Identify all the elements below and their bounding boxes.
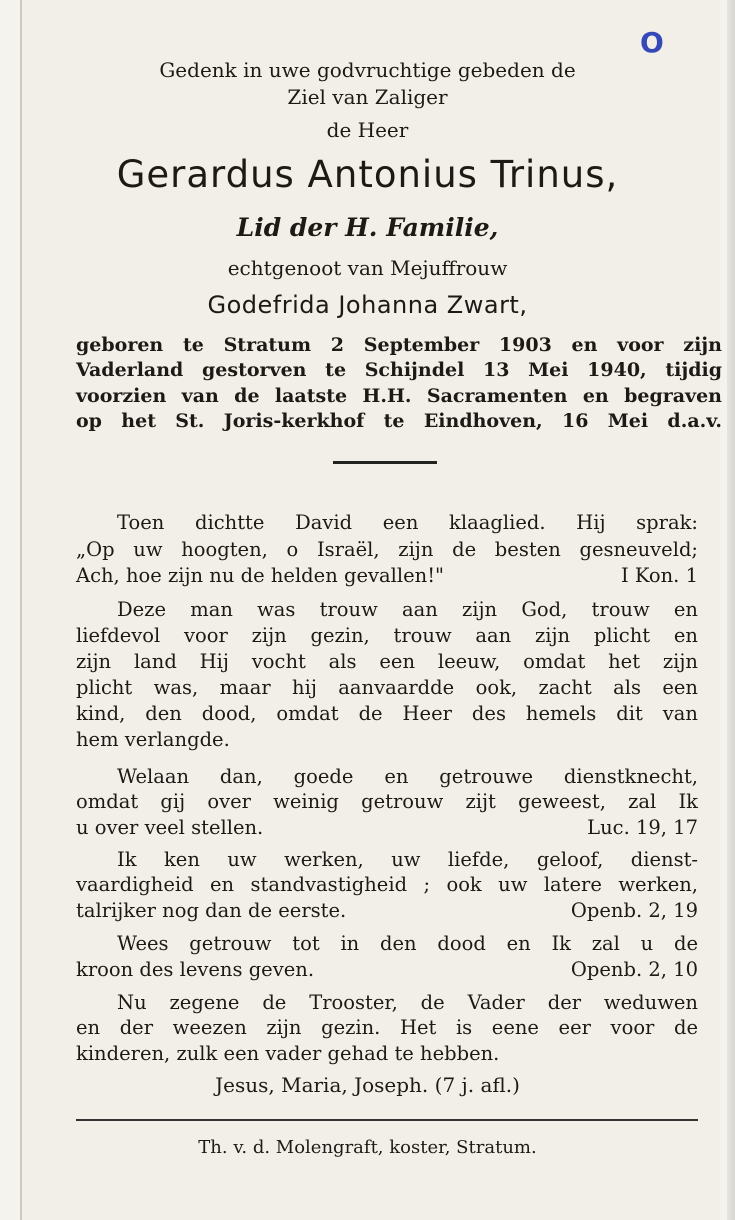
para-line-1: Deze man was trouw aan zijn God, trouw en bbox=[117, 598, 698, 621]
quote4-line-1: Wees getrouw tot in den dood en Ik zal u de bbox=[117, 932, 698, 955]
closing-line-3: kinderen, zulk een vader gehad te hebben. bbox=[76, 1042, 500, 1065]
closing-line-1: Nu zegene de Trooster, de Vader der weduwen bbox=[117, 991, 698, 1014]
para-line-3: zijn land Hij vocht als een leeuw, omdat het zijn bbox=[76, 650, 698, 673]
bio-line-1: geboren te Stratum 2 September 1903 en voor zijn bbox=[76, 334, 722, 356]
intro-line-1: Gedenk in uwe godvruchtige gebeden de bbox=[159, 58, 576, 82]
quote2-text: u over veel stellen. bbox=[76, 816, 264, 839]
handwritten-mark: O bbox=[640, 26, 664, 59]
quote1-reference: I Kon. 1 bbox=[620, 564, 698, 587]
spouse-name: Godefrida Johanna Zwart, bbox=[207, 291, 528, 319]
intro-line-3: de Heer bbox=[326, 118, 409, 142]
printer-credit: Th. v. d. Molengraft, koster, Stratum. bbox=[198, 1137, 537, 1158]
quote2-line-1: Welaan dan, goede en getrouwe dienstknecht, bbox=[117, 765, 698, 788]
bio-line-3: voorzien van de laatste H.H. Sacramenten en begraven bbox=[76, 385, 722, 407]
quote2-reference: Luc. 19, 17 bbox=[587, 816, 698, 839]
divider bbox=[333, 461, 437, 464]
quote2-line-2: omdat gij over weinig getrouw zijt geweest, zal Ik bbox=[76, 790, 698, 813]
quote4-line-2 bbox=[76, 958, 698, 981]
footer-rule bbox=[76, 1119, 698, 1121]
quote3-reference: Openb. 2, 19 bbox=[570, 899, 698, 922]
quote1-line-3 bbox=[76, 564, 698, 587]
quote1-line-2: „Op uw hoogten, o Israël, zijn de besten gesneuveld; bbox=[76, 538, 698, 561]
quote3-line-3 bbox=[76, 899, 698, 922]
intro-line-2: Ziel van Zaliger bbox=[287, 85, 448, 109]
deceased-name: Gerardus Antonius Trinus, bbox=[116, 153, 619, 196]
membership: Lid der H. Familie, bbox=[236, 213, 499, 242]
closing-line-2: en der weezen zijn gezin. Het is eene eer voor de bbox=[76, 1016, 698, 1039]
quote2-line-3 bbox=[76, 816, 698, 839]
spouse-intro: echtgenoot van Mejuffrouw bbox=[227, 256, 508, 280]
quote4-reference: Openb. 2, 10 bbox=[570, 958, 698, 981]
bio-line-2: Vaderland gestorven te Schijndel 13 Mei 1940, tijdig bbox=[76, 359, 722, 381]
quote3-text: talrijker nog dan de eerste. bbox=[76, 899, 347, 922]
para-line-6: hem verlangde. bbox=[76, 728, 230, 751]
prayer-line: Jesus, Maria, Joseph. (7 j. afl.) bbox=[215, 1073, 520, 1097]
para-line-2: liefdevol voor zijn gezin, trouw aan zijn plicht en bbox=[76, 624, 698, 647]
para-line-4: plicht was, maar hij aanvaardde ook, zacht als een bbox=[76, 676, 698, 699]
bio-line-4: op het St. Joris-kerkhof te Eindhoven, 16 Mei d.a.v. bbox=[76, 410, 722, 432]
quote1-text: Ach, hoe zijn nu de helden gevallen!" bbox=[76, 564, 445, 587]
quote3-line-2: vaardigheid en standvastigheid ; ook uw latere werken, bbox=[76, 873, 698, 896]
quote4-text: kroon des levens geven. bbox=[76, 958, 315, 981]
para-line-5: kind, den dood, omdat de Heer des hemels dit van bbox=[76, 702, 698, 725]
quote3-line-1: Ik ken uw werken, uw liefde, geloof, dienst- bbox=[117, 848, 698, 871]
quote1-line-1: Toen dichtte David een klaaglied. Hij sprak: bbox=[117, 511, 698, 534]
